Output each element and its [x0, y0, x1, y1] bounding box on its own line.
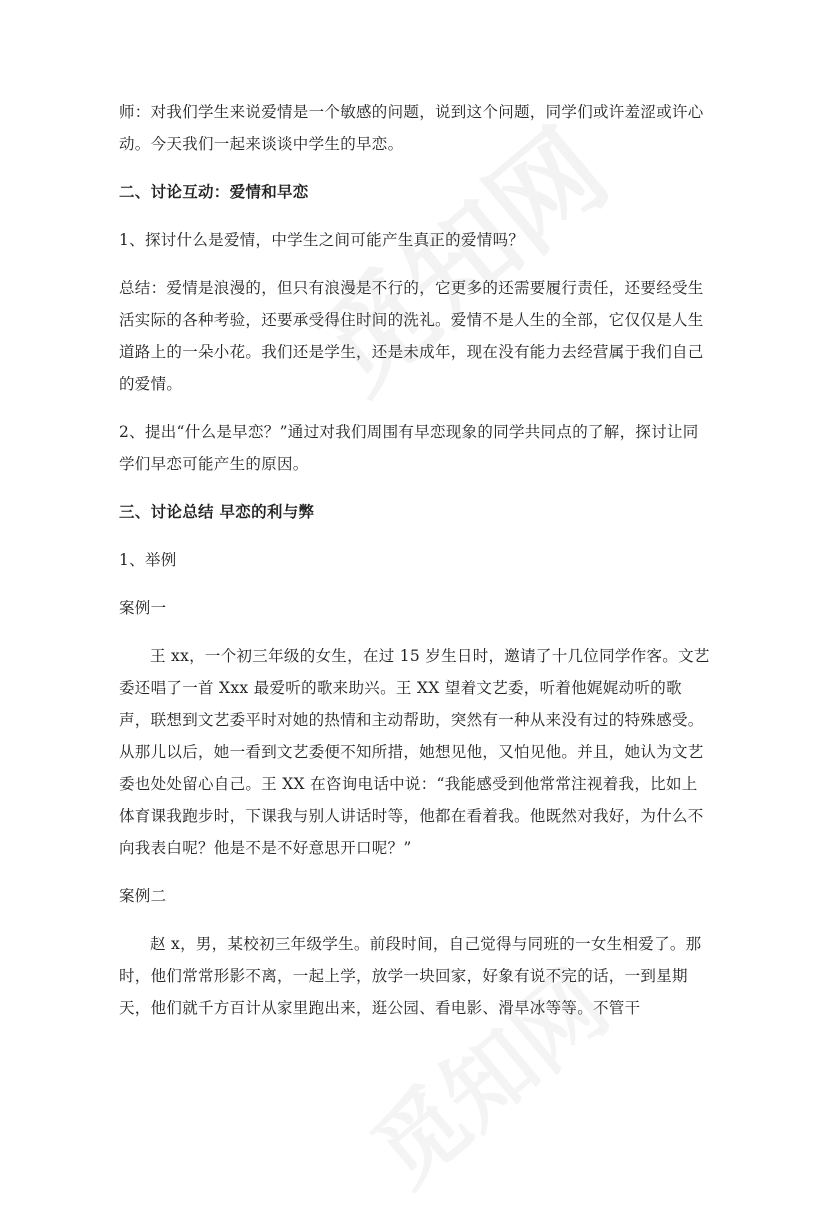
document-page: [119, 96, 711, 1040]
teacher-intro-paragraph: 师：对我们学生来说爱情是一个敏感的问题，说到这个问题，同学们或许羞涩或许心动。今天我们一起来谈谈中学生的早恋。: [119, 103, 704, 153]
example-label: 1、举例: [119, 551, 177, 569]
case-one-body: 王 xx，一个初三年级的女生，在过 15 岁生日时，邀请了十几位同学作客。文艺委还唱了一首 Xxx 最爱听的歌来助兴。王 XX 望着文艺委，听着他娓娓动听的歌声，联想到文艺委平时对她的热情和主动帮助，突然有一种从来没有过的特殊感受。从那儿以后，她一看到文艺委便不知所措，她想见他，又怕见他。并且，她认为文艺委也处处留心自己。王 XX 在咨询电话中说：“我能感受到他常常注视着我，比如上体育课我跑步时，下课我与别人讲话时等，他都在看着我。他既然对我好，为什么不向我表白呢？他是不是不好意思开口呢？”: [119, 647, 710, 857]
question-two-paragraph: 2、提出“什么是早恋？”通过对我们周围有早恋现象的同学共同点的了解，探讨让同学们早恋可能产生的原因。: [119, 423, 699, 473]
case-two-body: 赵 x，男，某校初三年级学生。前段时间，自己觉得与同班的一女生相爱了。那时，他们常常形影不离，一起上学，放学一块回家，好象有说不完的话，一到星期天，他们就千方百计从家里跑出来，逛公园、看电影、滑旱冰等等。不管干: [119, 935, 702, 1017]
section-three-heading: 三、讨论总结 早恋的利与弊: [119, 502, 315, 521]
section-two-heading: 二、讨论互动：爱情和早恋: [119, 182, 309, 201]
summary-paragraph: 总结：爱情是浪漫的，但只有浪漫是不行的，它更多的还需要履行责任，还要经受生活实际的各种考验，还要承受得住时间的洗礼。爱情不是人生的全部，它仅仅是人生道路上的一朵小花。我们还是学生，还是未成年，现在没有能力去经营属于我们自己的爱情。: [119, 279, 704, 393]
case-two-title: 案例二: [119, 887, 167, 905]
question-one-paragraph: 1、探讨什么是爱情，中学生之间可能产生真正的爱情吗？: [119, 231, 525, 249]
case-one-title: 案例一: [119, 599, 167, 617]
